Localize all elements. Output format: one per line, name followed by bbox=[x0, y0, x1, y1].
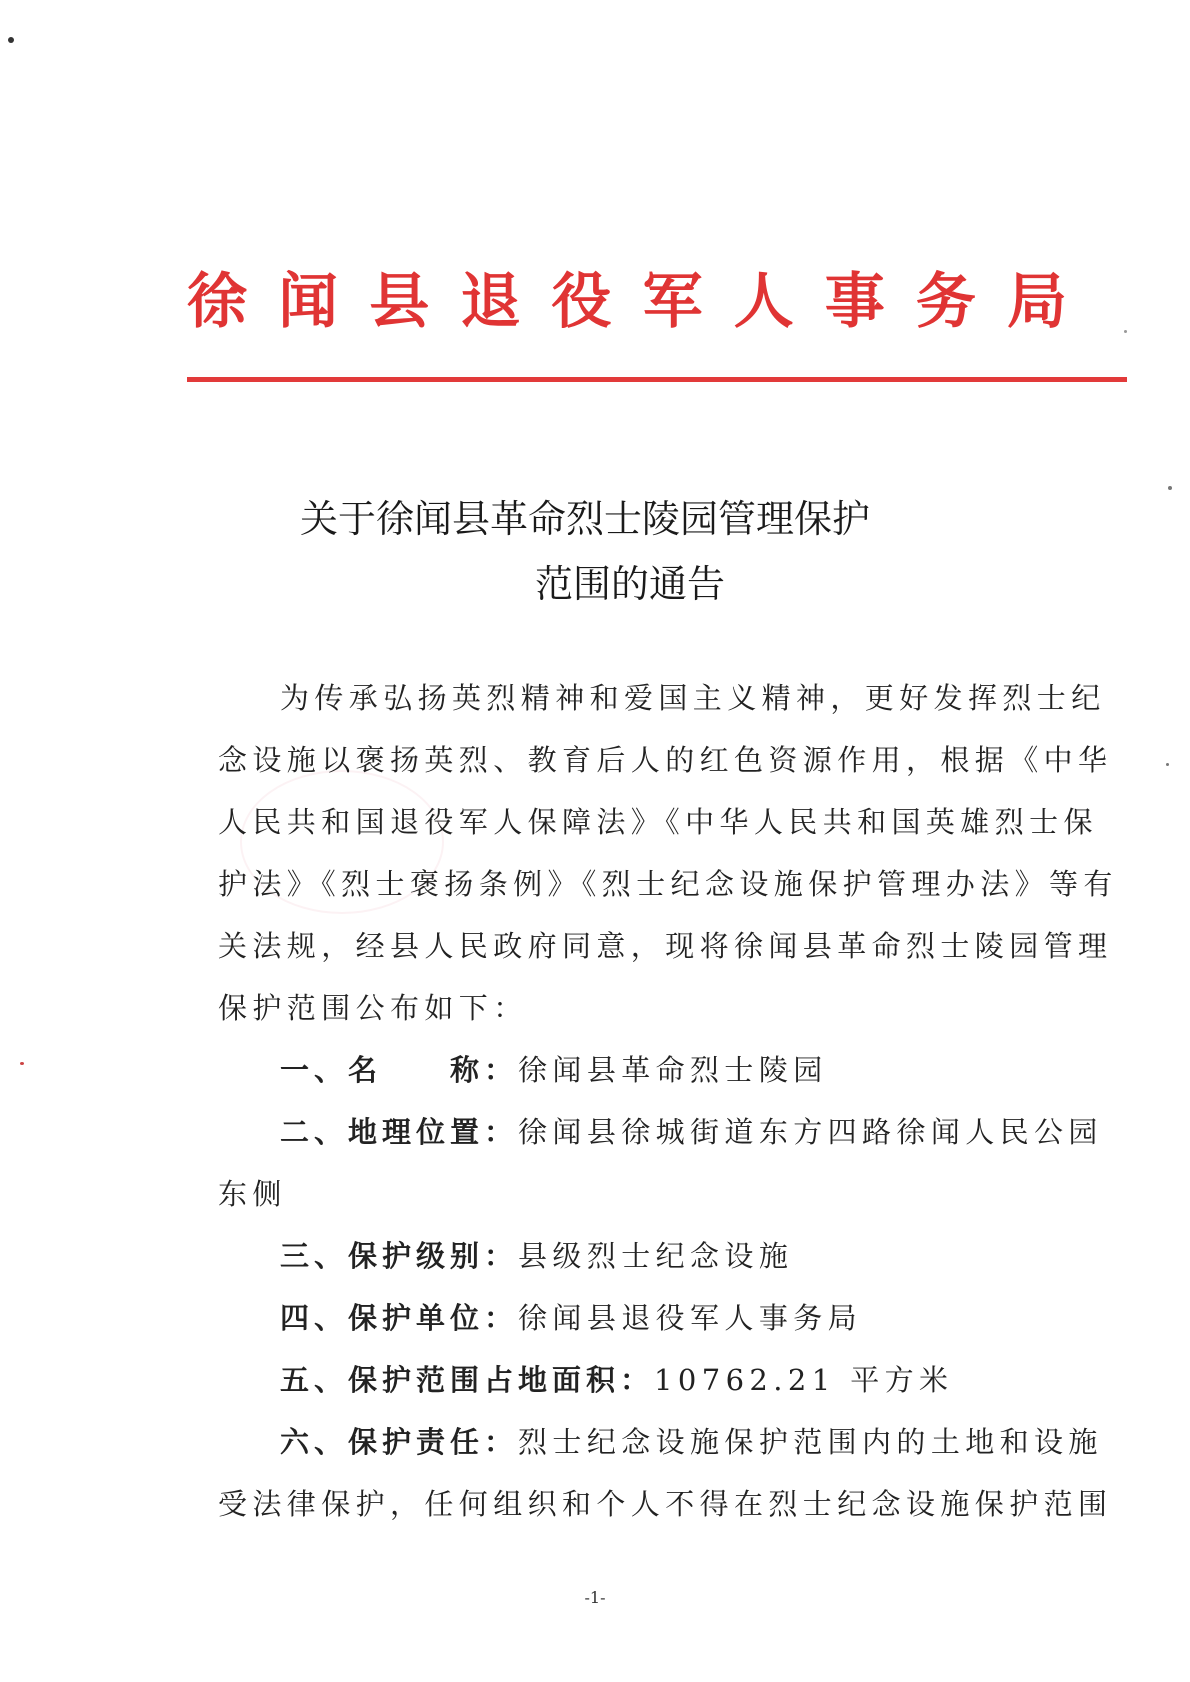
header-char: 务 bbox=[915, 267, 976, 337]
item-value: 县级烈士纪念设施 bbox=[518, 1239, 794, 1273]
body-line: 念设施以褒扬英烈、教育后人的红色资源作用，根据《中华 bbox=[218, 743, 1113, 777]
header-char: 人 bbox=[733, 267, 794, 337]
issuing-authority-header bbox=[187, 262, 1067, 342]
body-line: 关法规，经县人民政府同意，现将徐闻县革命烈士陵园管理 bbox=[218, 929, 1113, 963]
item-name bbox=[280, 1048, 828, 1089]
header-char: 县 bbox=[369, 267, 430, 337]
item-continuation: 东侧 bbox=[218, 1177, 287, 1211]
header-char: 局 bbox=[1006, 267, 1067, 337]
body-line: 保护范围公布如下： bbox=[218, 991, 528, 1025]
body-line: 为传承弘扬英烈精神和爱国主义精神，更好发挥烈士纪 bbox=[280, 681, 1106, 715]
item-label: 四、保护单位： bbox=[280, 1301, 519, 1335]
header-char: 军 bbox=[642, 267, 703, 337]
scan-speck bbox=[8, 37, 14, 43]
document-title-line-1: 关于徐闻县革命烈士陵园管理保护 bbox=[300, 497, 871, 541]
item-protection-unit bbox=[280, 1296, 862, 1337]
body-line: 人民共和国退役军人保障法》《中华人民共和国英雄烈士保 bbox=[218, 805, 1098, 839]
scan-speck bbox=[1124, 330, 1127, 333]
item-value: 徐闻县退役军人事务局 bbox=[518, 1301, 863, 1335]
item-location bbox=[280, 1110, 1103, 1151]
item-label: 五、保护范围占地面积： bbox=[280, 1363, 655, 1397]
item-value: 徐闻县徐城街道东方四路徐闻人民公园 bbox=[518, 1115, 1103, 1149]
item-label: 一、名 称： bbox=[280, 1053, 519, 1087]
scan-speck bbox=[1168, 486, 1172, 490]
item-continuation: 受法律保护，任何组织和个人不得在烈士纪念设施保护范围 bbox=[218, 1487, 1113, 1521]
body-line: 护法》《烈士褒扬条例》《烈士纪念设施保护管理办法》等有 bbox=[218, 867, 1118, 901]
item-protection-responsibility bbox=[280, 1420, 1103, 1461]
header-red-divider bbox=[187, 377, 1127, 382]
document-title-line-2: 范围的通告 bbox=[534, 562, 725, 606]
item-value: 10762.21 平方米 bbox=[654, 1363, 954, 1397]
item-value: 徐闻县革命烈士陵园 bbox=[518, 1053, 828, 1087]
page-number: -1- bbox=[584, 1588, 606, 1607]
header-char: 徐 bbox=[187, 267, 247, 337]
item-protection-level bbox=[280, 1234, 793, 1275]
header-char: 役 bbox=[551, 267, 612, 337]
item-label: 六、保护责任： bbox=[280, 1425, 519, 1459]
item-value: 烈士纪念设施保护范围内的土地和设施 bbox=[518, 1425, 1103, 1459]
header-char: 事 bbox=[824, 267, 885, 337]
item-protected-area bbox=[280, 1358, 953, 1399]
item-label: 二、地理位置： bbox=[280, 1115, 519, 1149]
scan-speck bbox=[1166, 763, 1169, 766]
header-char: 闻 bbox=[278, 267, 339, 337]
scan-speck bbox=[20, 1062, 24, 1065]
header-char: 退 bbox=[460, 267, 521, 337]
item-label: 三、保护级别： bbox=[280, 1239, 519, 1273]
